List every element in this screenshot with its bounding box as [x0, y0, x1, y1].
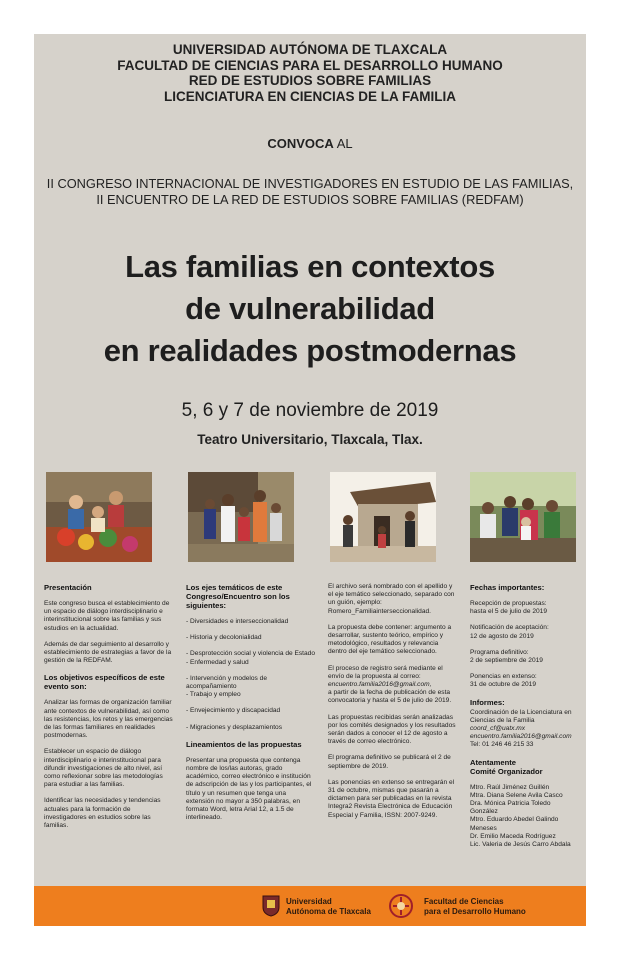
eje-item: - Enfermedad y salud: [186, 658, 249, 666]
congress-line-1: II CONGRESO INTERNACIONAL DE INVESTIGADORES EN ESTUDIO DE LAS FAMILIAS,: [46, 176, 574, 191]
footer-fac-line-1: Facultad de Ciencias: [424, 897, 504, 906]
text-ponencias: Las ponencias en extenso se entregarán el 31 de octubre, mismas que pasarán a dictamen para ser publicadas en la revista Integra2 Revista Electrónica de Educación Especial y Familia, ISSN: 2007-9249.: [328, 778, 455, 819]
main-title: [34, 246, 586, 372]
informes-coord: Coordinación de la Licenciatura en Ciencias de la Familia: [470, 708, 572, 724]
title-line-3: en realidades postmodernas: [103, 333, 517, 368]
photo-strip: [44, 472, 576, 564]
congress-line-2: II ENCUENTRO DE LA RED DE ESTUDIOS SOBRE FAMILIAS (REDFAM): [96, 192, 524, 207]
convoca-bold: CONVOCA: [267, 136, 334, 151]
eje-item: - Diversidades e interseccionalidad: [186, 618, 289, 625]
title-line-2: de vulnerabilidad: [185, 291, 435, 326]
photo-family-seated: [470, 472, 576, 562]
faculty-logo-icon: [388, 893, 414, 919]
eje-item: - Historia y decolonialidad: [186, 634, 262, 642]
footer-band: [34, 886, 586, 926]
committee-member: Dr. Emilio Maceda Rodríguez: [470, 832, 556, 840]
footer-fac-line-2: para el Desarrollo Humano: [424, 906, 526, 916]
date-label: Programa definitivo:: [470, 648, 529, 656]
text-contenido: La propuesta debe contener: argumento a desarrollar, sustento teórico, empírico y metodológico, resultados y relevancia dentro del eje temático seleccionado.: [328, 623, 452, 656]
poster: [34, 34, 586, 886]
eje-item: - Migraciones y desplazamientos: [186, 723, 283, 731]
eje-item: - Intervención y modelos de acompañamiento: [186, 674, 267, 691]
date-label: Recepción de propuestas:: [470, 600, 547, 607]
text-objetivo-1: Analizar las formas de organización familiar ante contextos de vulnerabilidad, así como las resistencias, los retos y las emergencias de las formas familiares en realidades postmodernas.: [44, 699, 173, 740]
text-presentacion-2: Además de dar seguimiento al desarrollo y establecimiento de estrategias a favor de la gestión de la REDFAM.: [44, 640, 172, 665]
date-recepcion: [470, 600, 580, 616]
header-line-university: UNIVERSIDAD AUTÓNOMA DE TLAXCALA: [172, 42, 448, 57]
header-line-network: RED DE ESTUDIOS SOBRE FAMILIAS: [188, 73, 432, 88]
date-value: hasta el 5 de julio de 2019: [470, 608, 547, 616]
text-lineamientos: Presentar una propuesta que contenga nombre de los/las autoras, grado académico, correo electrónico e institución de adscripción de las y los participantes, el título y un resumen que tenga una extensión no mayor a 350 palabras, en formato Word, letra Arial 12, a 1.5 de interlineado.: [186, 756, 312, 822]
heading-lineamientos: Lineamientos de las propuestas: [186, 739, 302, 749]
footer-uat-line-1: Universidad: [286, 897, 332, 906]
footer-faculty-name: [424, 897, 526, 916]
heading-ejes: Los ejes temáticos de este Congreso/Encuentro son los siguientes:: [186, 583, 290, 610]
footer-uat-line-2: Autónoma de Tlaxcala: [286, 906, 371, 916]
text-registro-a: El proceso de registro será mediante el envío de la propuesta al correo:: [328, 664, 443, 680]
date-ponencias: [470, 673, 580, 689]
heading-atentamente: Atentamente: [470, 757, 516, 767]
photo-family-standing: [188, 472, 294, 562]
informes-email-coord[interactable]: coord_cf@uatx.mx: [470, 725, 526, 733]
heading-objetivos: Los objetivos específicos de este evento son:: [44, 673, 165, 692]
text-registro-b: a partir de la fecha de publicación de esta convocatoria y hasta el 5 de julio de 2019.: [328, 689, 452, 705]
date-label: Ponencias en extenso:: [470, 673, 537, 681]
informes-block: [470, 709, 580, 750]
congress-name: [34, 176, 586, 208]
text-presentacion-1: Este congreso busca el establecimiento de un espacio de diálogo interdisciplinario e interinstitucional sobre las familias y sus estudios en la actualidad.: [44, 600, 170, 632]
convoca-line: [34, 136, 586, 151]
date-value: 12 de agosto de 2019: [470, 632, 534, 640]
text-dictamen: Las propuestas recibidas serán analizadas por los comités designados y los resultados serán dados a conocer el 12 de agosto a través de correo electrónico.: [328, 713, 456, 746]
informes-email-encuentro[interactable]: encuentro.familia2016@gmail.com: [470, 733, 572, 741]
text-objetivo-3: Identificar las necesidades y tendencias actuales para la formación de investigadores en estudios sobre las familias.: [44, 797, 161, 830]
text-archivo: El archivo será nombrado con el apellido y el eje temático seleccionado, separado con un guión, ejemplo: Romero_Familiainterseccionalidad.: [328, 583, 455, 615]
heading-informes: Informes:: [470, 697, 505, 707]
committee-member: Mtro. Raúl Jiménez Guillén: [470, 783, 550, 791]
event-dates: 5, 6 y 7 de noviembre de 2019: [181, 400, 439, 421]
date-notificacion: [470, 624, 580, 640]
column-presentacion: [44, 583, 174, 838]
committee-member: Dra. Mónica Patricia Toledo González: [470, 800, 551, 816]
committee-list: [470, 784, 580, 850]
heading-comite: Comité Organizador: [470, 766, 543, 776]
email-link[interactable]: encuentro.familia2016@gmail.com,: [328, 681, 432, 689]
date-label: Notificación de aceptación:: [470, 624, 549, 632]
text-objetivo-2: Establecer un espacio de diálogo interdisciplinario e interinstitucional para difundir investigaciones de alto nivel, así como reflexionar sobre las metodologías para estudiar a las familias.: [44, 748, 163, 789]
informes-phone: Tel: 01 246 46 215 33: [470, 741, 534, 749]
event-venue: Teatro Universitario, Tlaxcala, Tlax.: [197, 432, 423, 447]
date-programa: [470, 649, 580, 665]
column-registro: [328, 583, 458, 828]
text-programa: El programa definitivo se publicará el 2 de septiembre de 2019.: [328, 754, 451, 770]
institution-header: [34, 42, 586, 104]
photo-market-family: [46, 472, 152, 562]
uat-shield-icon: [262, 895, 280, 917]
photo-family-house: [330, 472, 436, 562]
date-value: 2 de septiembre de 2019: [470, 657, 543, 665]
eje-item: - Trabajo y empleo: [186, 691, 241, 699]
header-line-degree: LICENCIATURA EN CIENCIAS DE LA FAMILIA: [164, 88, 456, 104]
eje-item: - Desprotección social y violencia de Estado: [186, 650, 316, 658]
header-line-faculty: FACULTAD DE CIENCIAS PARA EL DESARROLLO HUMANO: [117, 57, 503, 73]
committee-member: Mtra. Diana Selene Avila Casco: [470, 791, 563, 799]
title-line-1: Las familias en contextos: [125, 249, 495, 284]
heading-fechas: Fechas importantes:: [470, 583, 545, 592]
footer-uat-name: [286, 897, 371, 916]
text-registro: [328, 665, 458, 706]
committee-member: Lic. Valeria de Jesús Carro Abdala: [470, 841, 571, 849]
eje-item: - Envejecimiento y discapacidad: [186, 707, 281, 715]
column-ejes: [186, 583, 316, 830]
convoca-rest: AL: [333, 136, 353, 151]
date-value: 31 de octubre de 2019: [470, 681, 536, 689]
heading-presentacion: Presentación: [44, 583, 92, 592]
column-fechas: [470, 583, 580, 857]
committee-member: Mtro. Eduardo Abedel Galindo Meneses: [470, 816, 559, 832]
